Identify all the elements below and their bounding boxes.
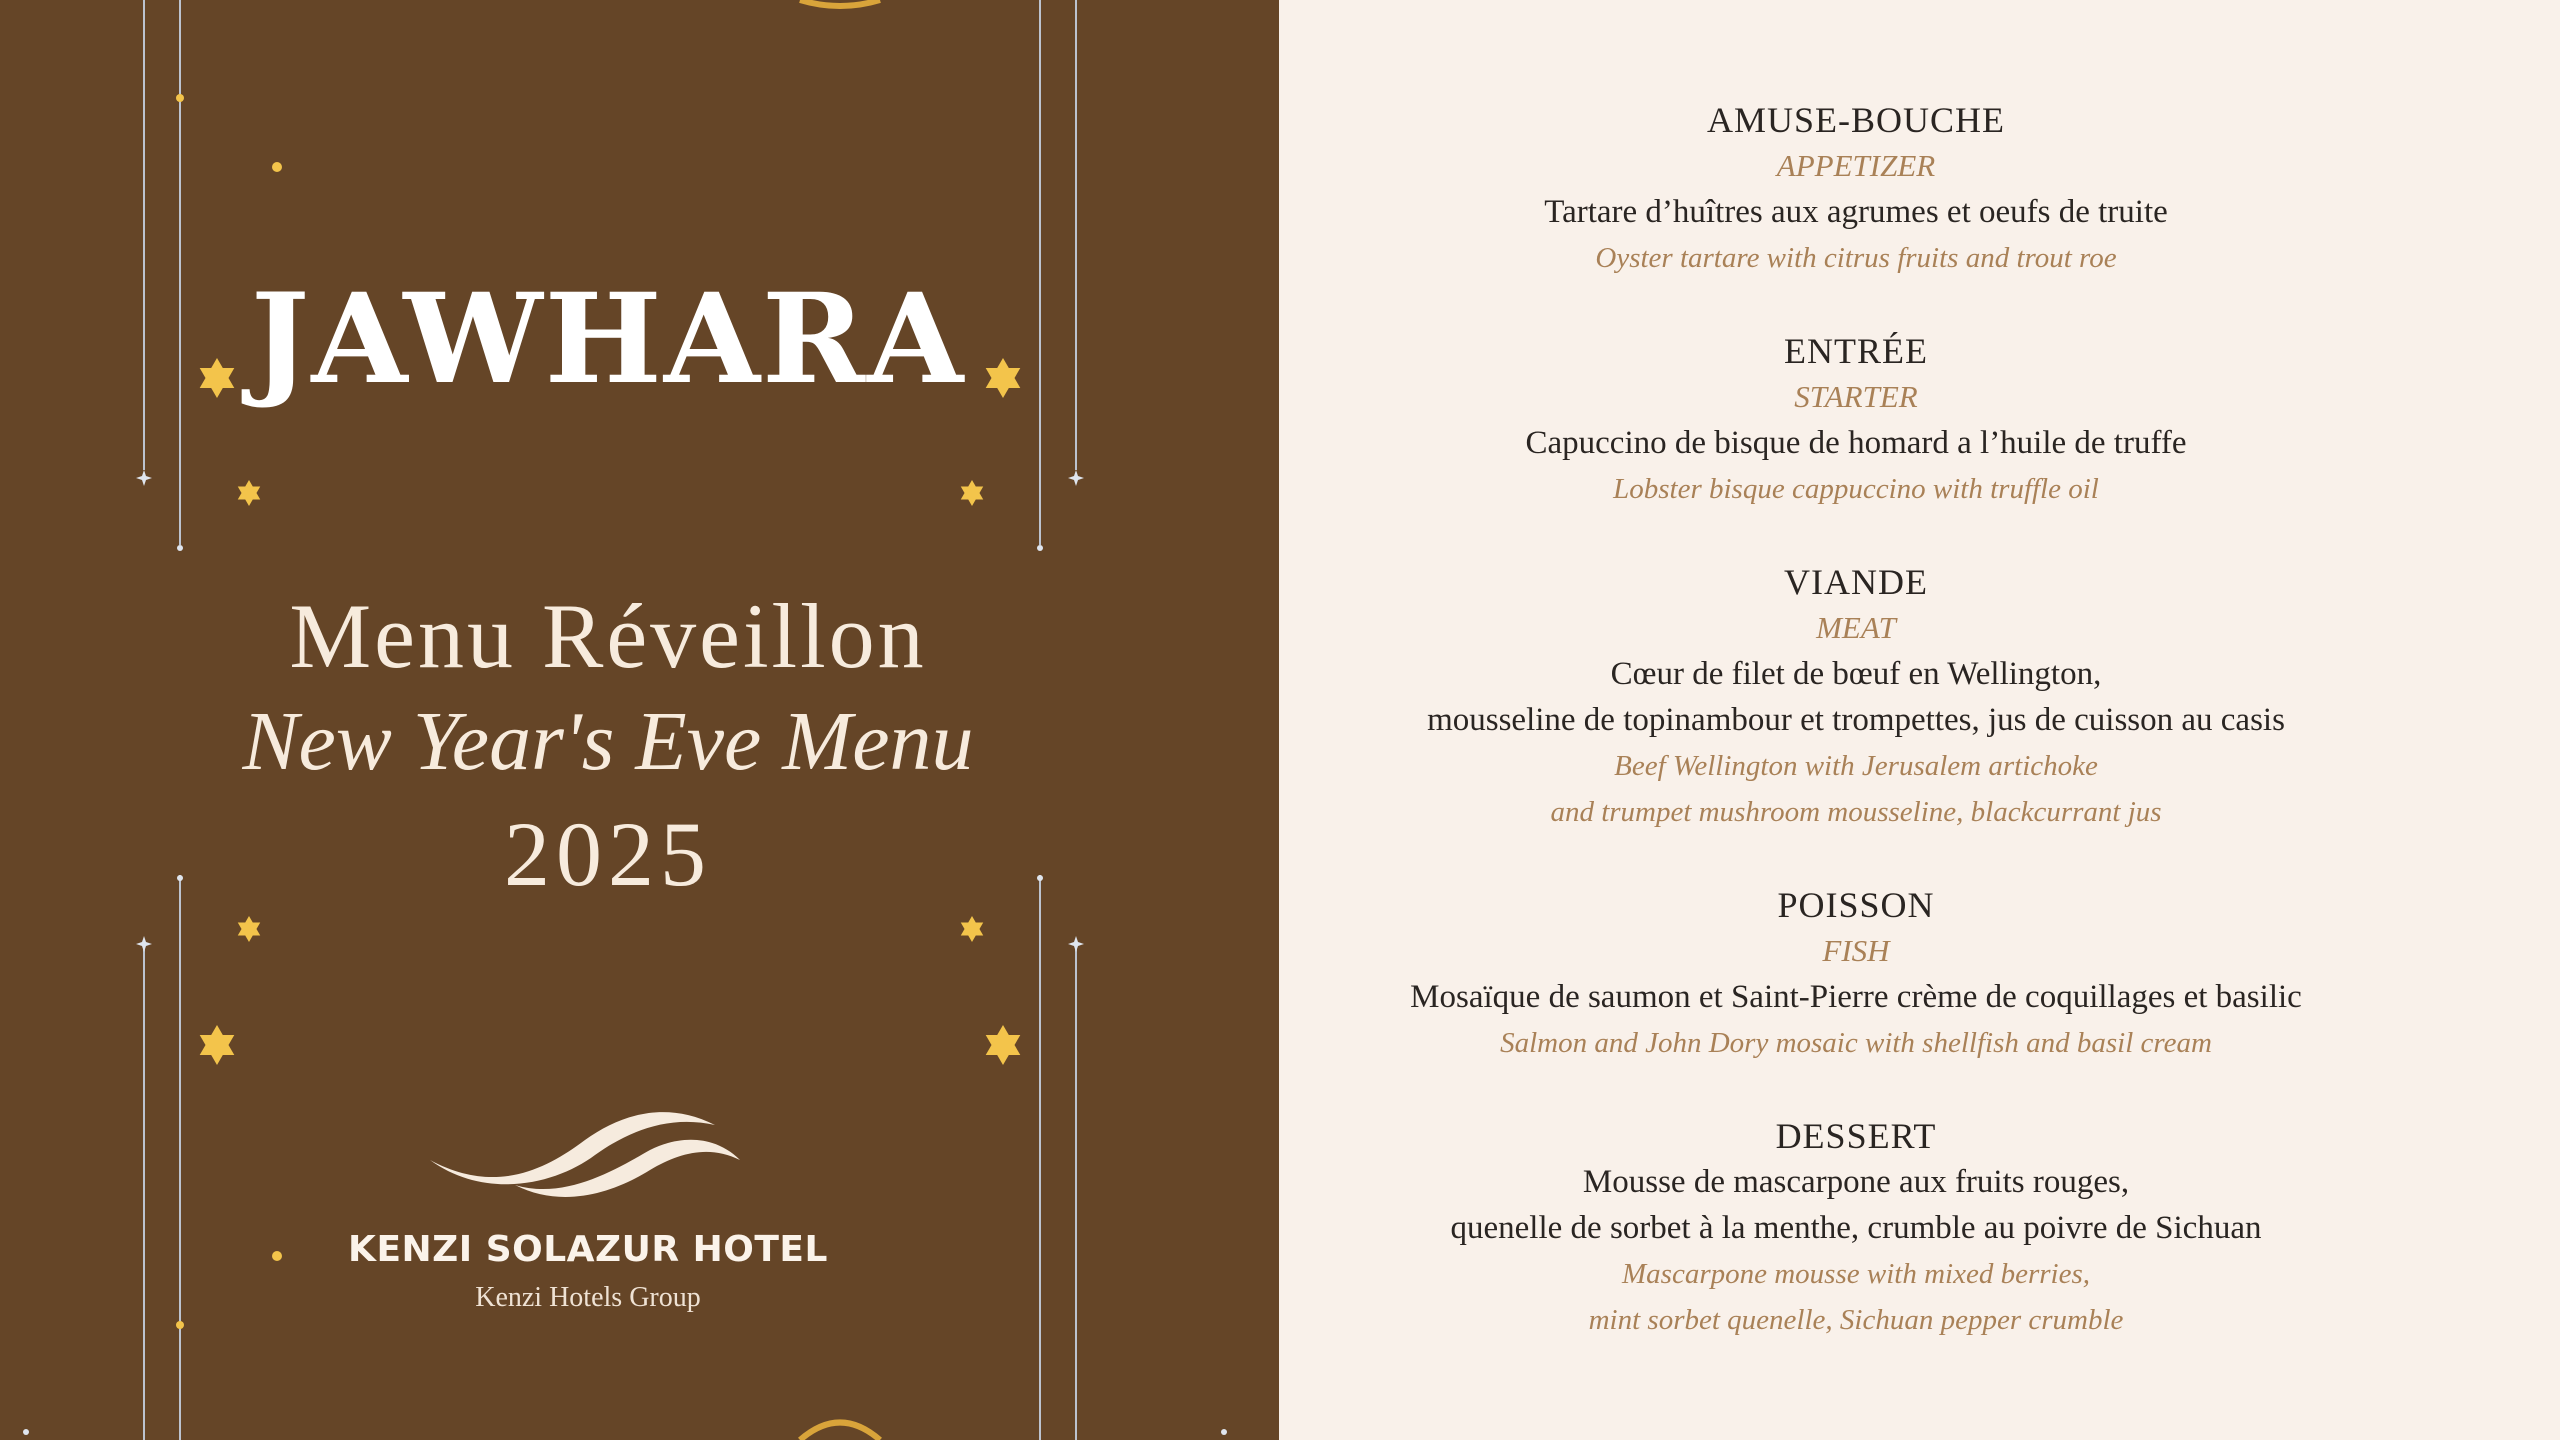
dish-description-fr: Mosaïque de saumon et Saint-Pierre crème de coquillages et basilic: [1410, 979, 2302, 1015]
silver-star-icon: [136, 470, 152, 486]
course-entree: [1279, 328, 2433, 512]
course-title-en: MEAT: [1816, 610, 1896, 645]
dish-description-en: Mascarpone mousse with mixed berries,: [1622, 1258, 2090, 1290]
gold-star-icon: [200, 1025, 235, 1065]
dish-description-fr: Mousse de mascarpone aux fruits rouges,: [1582, 1164, 2130, 1200]
hotel-name: KENZI SOLAZUR HOTEL: [348, 1229, 828, 1270]
gold-star-icon: [986, 1025, 1021, 1065]
gold-star-icon: [238, 480, 260, 506]
dish-description-en: Oyster tartare with citrus fruits and trout roe: [1595, 242, 2117, 274]
logo-waves-icon: [425, 1100, 745, 1210]
dish-description-en: Lobster bisque cappuccino with truffle oil: [1613, 473, 2099, 505]
menu-title-en: New Year's Eve Menu: [242, 695, 974, 788]
course-title-fr: AMUSE-BOUCHE: [1706, 100, 2005, 140]
course-title-fr: ENTRÉE: [1784, 331, 1928, 371]
silver-star-icon: [1068, 936, 1084, 952]
restaurant-title: JAWHARA: [250, 267, 966, 412]
cover-panel: [0, 0, 1279, 1440]
course-title-fr: POISSON: [1777, 885, 1935, 925]
menu-year: 2025: [504, 803, 712, 905]
dish-description-en: Salmon and John Dory mosaic with shellfish and basil cream: [1500, 1027, 2212, 1059]
course-title-en: STARTER: [1794, 379, 1918, 414]
gold-star-icon: [961, 480, 983, 506]
silver-star-icon: [136, 936, 152, 952]
course-dessert: [1279, 1113, 2433, 1343]
course-amuse-bouche: [1279, 97, 2433, 281]
dish-description-fr: Capuccino de bisque de homard a l’huile de truffe: [1525, 425, 2187, 461]
dish-description-en: Beef Wellington with Jerusalem artichoke: [1614, 750, 2098, 782]
gold-star-icon: [961, 916, 983, 942]
course-title-en: FISH: [1822, 933, 1890, 968]
course-title-fr: DESSERT: [1775, 1116, 1937, 1156]
menu-title-fr: Menu Réveillon: [289, 585, 927, 687]
menu-panel: [1279, 0, 2560, 1440]
dish-description-fr: Cœur de filet de bœuf en Wellington,: [1610, 656, 2102, 692]
course-title-fr: VIANDE: [1784, 562, 1928, 602]
silver-star-icon: [1068, 470, 1084, 486]
dish-description-en: and trumpet mushroom mousseline, blackcurrant jus: [1550, 796, 2162, 828]
course-poisson: [1279, 882, 2433, 1066]
dish-description-fr: quenelle de sorbet à la menthe, crumble au poivre de Sichuan: [1450, 1210, 2262, 1246]
hotel-group: Kenzi Hotels Group: [475, 1282, 701, 1313]
course-title-en: APPETIZER: [1776, 148, 1936, 183]
course-viande: [1279, 559, 2433, 835]
dish-description-fr: mousseline de topinambour et trompettes, jus de cuisson au casis: [1427, 702, 2285, 738]
dish-description-fr: Tartare d’huîtres aux agrumes et oeufs de truite: [1544, 194, 2168, 230]
dish-description-en: mint sorbet quenelle, Sichuan pepper crumble: [1588, 1304, 2124, 1336]
gold-star-icon: [238, 916, 260, 942]
